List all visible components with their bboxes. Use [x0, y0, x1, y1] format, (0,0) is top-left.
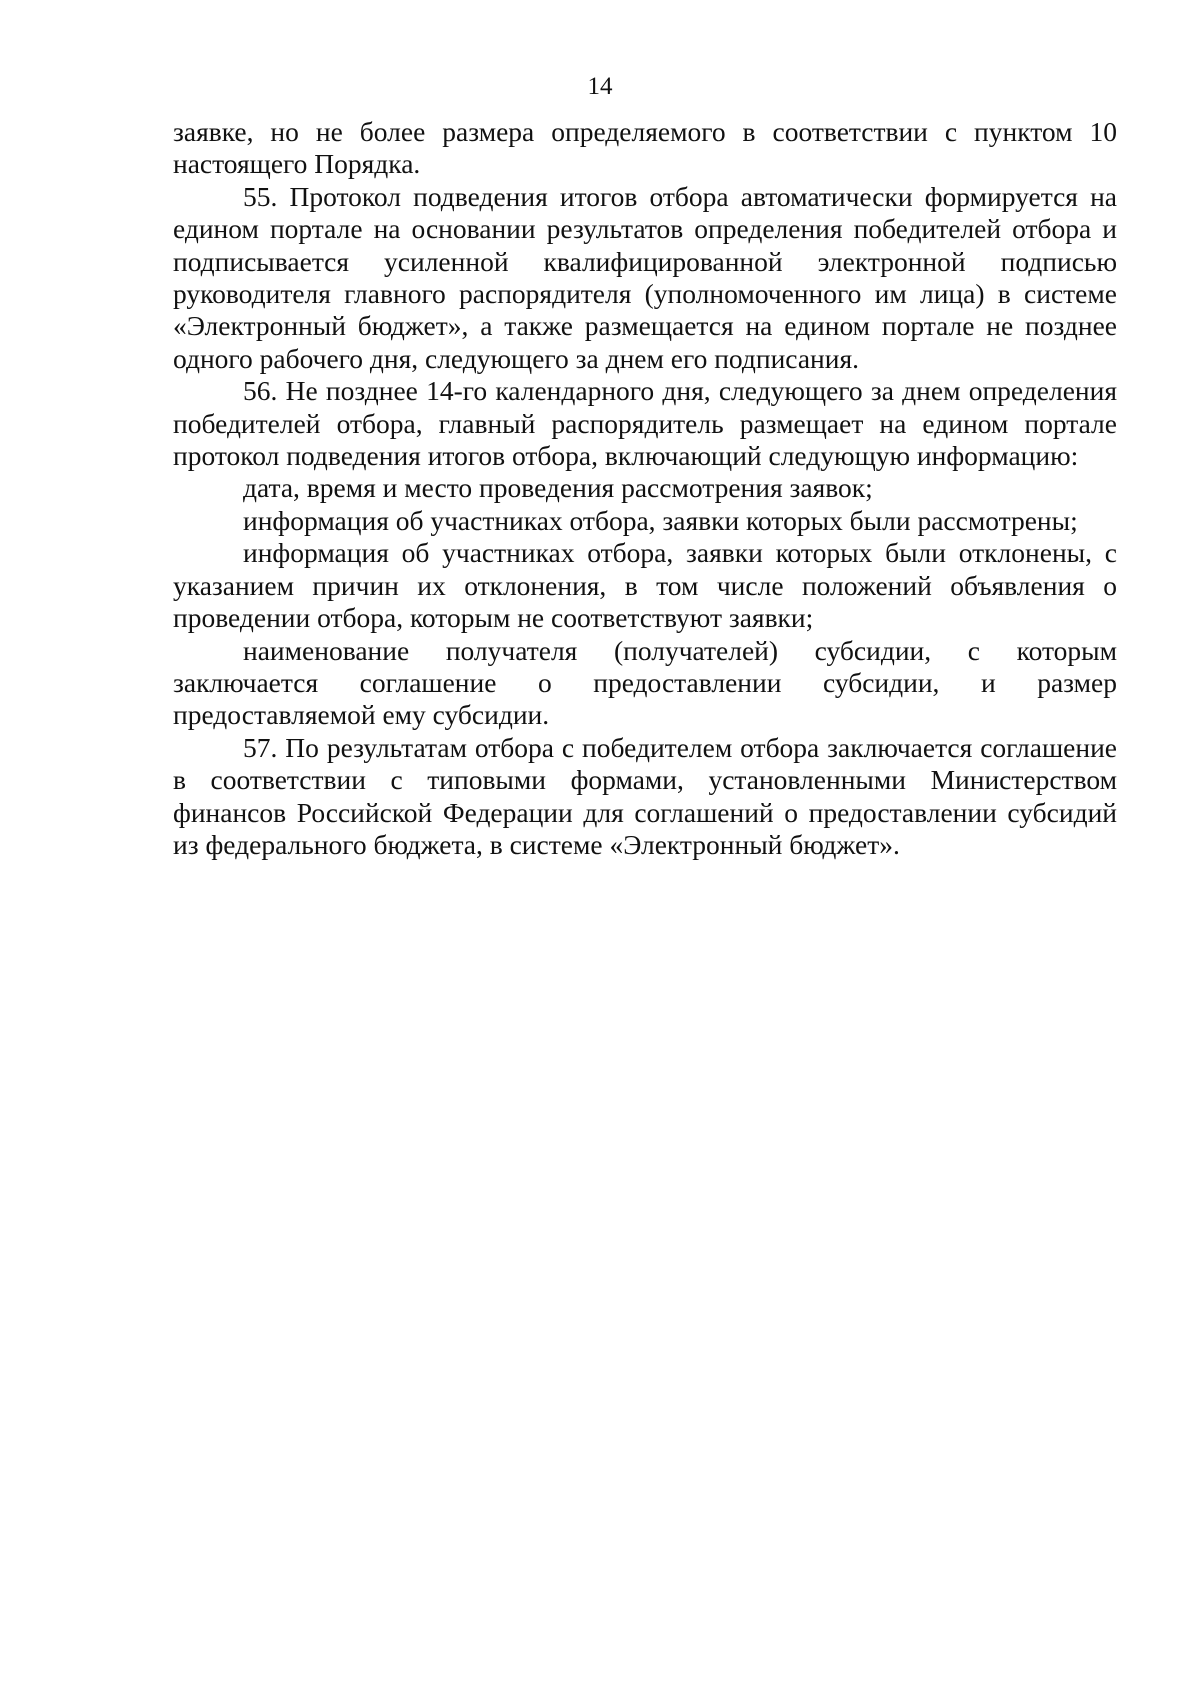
list-item-date-time-place: дата, время и место проведения рассмотрения заявок;	[243, 472, 873, 504]
list-item-participants-reviewed: информация об участниках отбора, заявки которых были рассмотрены;	[243, 504, 1078, 536]
paragraph-57: 57. По результатам отбора с победителем отбора заключается соглашение в соответствии с типовыми формами, установленными Министерством финансов Российской Федерации для соглашений о предоставлении субсидий из федерального бюджета, в системе «Электронный бюджет».	[173, 731, 1117, 860]
list-item-recipient-name: наименование получателя (получателей) субсидии, с которым заключается соглашение о предоставлении субсидии, и размер предоставляемой ему субсидии.	[173, 634, 1117, 731]
list-item-participants-rejected: информация об участниках отбора, заявки которых были отклонены, с указанием причин их отклонения, в том числе положений объявления о проведении отбора, которым не соответствуют заявки;	[173, 537, 1117, 634]
paragraph-56: 56. Не позднее 14-го календарного дня, следующего за днем определения победителей отбора, главный распорядитель размещает на едином портале протокол подведения итогов отбора, включающий следующую информацию:	[173, 375, 1117, 472]
paragraph-55: 55. Протокол подведения итогов отбора автоматически формируется на едином портале на основании результатов определения победителей отбора и подписывается усиленной квалифицированной электронной подписью руководителя главного распорядителя (уполномоченного им лица) в системе «Электронный бюджет», а также размещается на едином портале не позднее одного рабочего дня, следующего за днем его подписания.	[173, 180, 1117, 374]
page-number: 14	[587, 73, 613, 100]
paragraph-continuation: заявке, но не более размера определяемого в соответствии с пунктом 10 настоящего Порядка.	[173, 116, 1117, 180]
document-body	[173, 116, 1117, 861]
